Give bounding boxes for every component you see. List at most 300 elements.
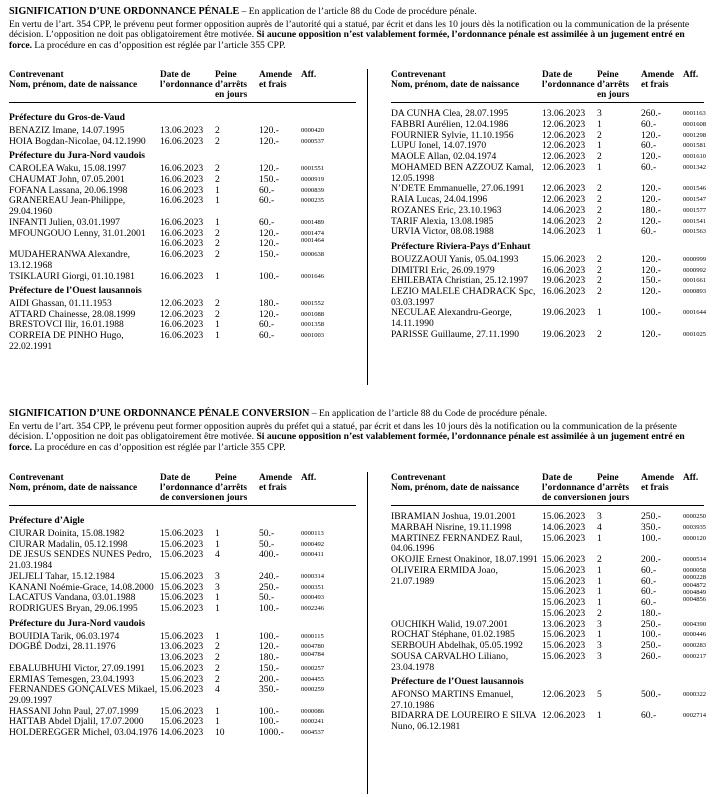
- ordonnance-date: 15.06.2023: [542, 253, 586, 265]
- peine-jours: 2: [215, 662, 220, 674]
- contrevenant-name: DA CUNHA Clea, 28.07.1995: [391, 108, 509, 120]
- contrevenant-name: DE JESUS SENDES NUNES Pedro, 21.03.1984: [9, 549, 152, 572]
- contrevenant-name: ROCHAT Stéphane, 01.02.1985: [391, 629, 515, 641]
- peine-jours: 2: [597, 275, 602, 287]
- aff-number: 0002246: [301, 605, 325, 613]
- table-row: [9, 728, 356, 739]
- section-title: SIGNIFICATION D’UNE ORDONNANCE PÉNALE CONVERSION: [9, 408, 310, 419]
- aff-number: 0000992: [683, 266, 707, 274]
- prefecture-title: Préfecture du Gros-de-Vaud: [9, 112, 126, 124]
- contrevenant-name: DOGBÉ Dodzi, 28.11.1976: [9, 641, 116, 653]
- contrevenant-name: EHILEBATA Christian, 25.12.1997: [391, 275, 528, 287]
- aff-number: 0001474 0001464: [301, 229, 325, 244]
- peine-jours: 1: [215, 630, 220, 642]
- peine-jours: 2: [597, 328, 602, 340]
- ordonnance-date: 15.06.2023: [160, 527, 204, 539]
- ordonnance-date: 12.06.2023: [542, 118, 586, 130]
- contrevenant-name: HASSANI John Paul, 27.07.1999: [9, 705, 139, 717]
- ordonnance-date: 13.06.2023: [542, 618, 586, 630]
- contrevenant-name: CIURAR Madalin, 05.12.1998: [9, 538, 128, 550]
- amende-frais: 60.-: [641, 710, 657, 722]
- amende-frais: 180.-: [641, 204, 661, 216]
- header-date: Date de l’ordonnance de conversion: [160, 473, 215, 503]
- peine-jours: 1: [215, 592, 220, 604]
- header-date: Date de l’ordonnance: [160, 70, 213, 90]
- peine-jours: 1: [215, 195, 220, 207]
- ordonnance-date: 15.06.2023: [542, 511, 586, 523]
- contrevenant-name: JELJELI Tahar, 15.12.1984: [9, 570, 115, 582]
- header-contrevenant: Contrevenant Nom, prénom, date de naissance: [9, 70, 138, 90]
- header-aff: Aff.: [683, 473, 699, 483]
- peine-jours: 5: [597, 689, 602, 700]
- table-row: [391, 307, 707, 330]
- amende-frais: 50.-: [259, 592, 275, 604]
- table-header: [391, 71, 704, 103]
- amende-frais: 250.-: [641, 640, 661, 652]
- contrevenant-name: LUPU Ionel, 14.07.1970: [391, 140, 487, 152]
- peine-jours: 2 2: [215, 227, 220, 250]
- peine-jours: 3: [215, 570, 220, 582]
- ordonnance-date: 15.06.2023: [160, 581, 204, 593]
- amende-frais: 60.-: [259, 319, 275, 331]
- ordonnance-date: 15.06.2023 15.06.2023 15.06.2023 15.06.2023 15.06.2023: [542, 564, 586, 619]
- peine-jours: 2: [215, 298, 220, 309]
- table-body: [9, 103, 356, 352]
- ordonnance-date: 13.06.2023: [160, 124, 204, 136]
- ordonnance-date: 12.06.2023: [542, 194, 586, 206]
- aff-number: 0000537: [301, 137, 325, 145]
- contrevenant-name: MARBAH Nisrine, 19.11.1998: [391, 521, 512, 533]
- amende-frais: 120.-: [641, 215, 661, 227]
- contrevenant-name: BOUZZAOUI Yanis, 05.04.1993: [391, 253, 519, 265]
- ordonnance-date: 14.06.2023: [542, 226, 586, 238]
- peine-jours: 1: [597, 226, 602, 238]
- ordonnance-date: 16.06.2023 16.06.2023: [160, 227, 204, 250]
- header-peine: Peine d’arrêts en jours: [597, 473, 630, 503]
- amende-frais: 350.-: [259, 684, 279, 696]
- section-title: SIGNIFICATION D’UNE ORDONNANCE PÉNALE: [9, 6, 240, 17]
- contrevenant-name: TSIKLAURI Giorgi, 01.10.1981: [9, 270, 135, 282]
- peine-jours: 1: [215, 603, 220, 615]
- amende-frais: 120.- 120.-: [259, 227, 279, 250]
- peine-jours: 3: [597, 650, 602, 662]
- amende-frais: 250.-: [641, 511, 661, 523]
- amende-frais: 120.- 180.-: [259, 641, 279, 664]
- section-intro: – En application de l’article 88 du Code de procédure pénale.: [239, 6, 477, 17]
- contrevenant-name: CORREIA DE PINHO Hugo, 22.02.1991: [9, 330, 124, 352]
- table-row: [9, 604, 356, 615]
- table-row: [391, 689, 707, 711]
- aff-number: 0000250: [683, 513, 707, 521]
- contrevenant-name: OUCHIKH Walid, 19.07.2001: [391, 618, 509, 630]
- right-column: [391, 473, 707, 733]
- peine-jours: 4: [215, 549, 220, 561]
- peine-jours: 2: [215, 124, 220, 136]
- peine-jours: 2: [597, 204, 602, 216]
- aff-number: 0000839: [301, 186, 325, 194]
- aff-number: 0001610: [683, 153, 707, 161]
- aff-number: 0001088: [301, 310, 325, 318]
- amende-frais: 400.-: [259, 549, 279, 561]
- contrevenant-name: CHAUMAT John, 07.05.2001: [9, 173, 125, 185]
- aff-number: 0001298: [683, 131, 707, 139]
- table-row: [9, 218, 356, 229]
- ordonnance-date: 16.06.2023: [160, 319, 204, 331]
- aff-number: 0002714: [683, 712, 707, 720]
- amende-frais: 120.-: [641, 328, 661, 340]
- peine-jours: 2: [215, 249, 220, 261]
- peine-jours: 2: [597, 554, 602, 566]
- peine-jours: 1: [597, 140, 602, 152]
- aff-number: 0000120: [683, 534, 707, 542]
- ordonnance-date: 15.06.2023: [542, 629, 586, 641]
- aff-number: 0004537: [301, 729, 325, 737]
- header-amende: Amende et frais: [641, 473, 675, 493]
- amende-frais: 60.-: [259, 216, 275, 228]
- aff-number: 0001551: [301, 165, 325, 173]
- aff-number: 0004455: [301, 675, 325, 683]
- aff-number: 0000514: [683, 556, 707, 564]
- aff-number: 0000058 0000228 0004872 0004849 0004856: [683, 566, 707, 604]
- table-row: [9, 250, 356, 271]
- prefecture-title: Préfecture de l’Ouest lausannois: [391, 676, 524, 688]
- aff-number: 0001541: [683, 217, 707, 225]
- amende-frais: 60.-: [641, 118, 657, 130]
- ordonnance-date: 12.06.2023: [542, 710, 586, 722]
- table-body: [9, 506, 356, 739]
- ordonnance-date: 16.06.2023: [160, 270, 204, 282]
- ordonnance-date: 15.06.2023: [542, 532, 586, 544]
- table-row: [391, 328, 707, 341]
- amende-frais: 120.-: [641, 264, 661, 276]
- ordonnance-date: 15.06.2023: [160, 538, 204, 550]
- amende-frais: 120.-: [641, 286, 661, 297]
- peine-jours: 1: [215, 538, 220, 550]
- contrevenant-name: FOFANA Lassana, 20.06.1998: [9, 184, 128, 196]
- aff-number: 0000257: [301, 664, 325, 672]
- aff-number: 0001163: [683, 110, 706, 118]
- header-peine: Peine d’arrêts en jours: [597, 70, 630, 100]
- left-column: [9, 474, 356, 739]
- contrevenant-name: NECULAE Alexandru-George, 14.11.1990: [391, 307, 512, 330]
- ordonnance-date: 12.06.2023: [542, 129, 586, 141]
- ordonnance-date: 14.06.2023: [160, 727, 204, 739]
- amende-frais: 180.-: [259, 298, 279, 309]
- amende-frais: 120.-: [641, 151, 661, 163]
- peine-jours: 1: [215, 705, 220, 717]
- ordonnance-date: 15.06.2023: [160, 684, 204, 696]
- peine-jours: 2: [597, 194, 602, 206]
- prefecture-title: Préfecture d’Aigle: [9, 515, 85, 527]
- aff-number: 0000235: [301, 197, 325, 205]
- header-peine: Peine d’arrêts en jours: [215, 473, 248, 503]
- aff-number: 0001003: [301, 332, 325, 340]
- contrevenant-name: CIURAR Doinita, 15.08.1982: [9, 527, 125, 539]
- ordonnance-date: 12.06.2023: [542, 689, 586, 700]
- contrevenant-name: FABBRI Aurélien, 12.04.1986: [391, 118, 509, 130]
- amende-frais: 50.-: [259, 538, 275, 550]
- contrevenant-name: MFOUNGOUO Lenny, 31.01.2001: [9, 227, 146, 239]
- aff-number: 0001646: [301, 272, 325, 280]
- amende-frais: 100.-: [259, 603, 279, 615]
- aff-number: 0000241: [301, 718, 325, 726]
- peine-jours: 1: [215, 330, 220, 342]
- peine-jours: 1: [597, 118, 602, 130]
- ordonnance-date: 16.06.2023: [160, 195, 204, 207]
- amende-frais: 60.-: [259, 330, 275, 342]
- ordonnance-date: 12.06.2023: [542, 140, 586, 152]
- amende-frais: 100.-: [641, 532, 661, 544]
- peine-jours: 1: [215, 319, 220, 331]
- header-amende: Amende et frais: [259, 473, 293, 493]
- ordonnance-date: 16.06.2023: [160, 173, 204, 185]
- left-column: [9, 71, 356, 353]
- amende-frais: 150.-: [641, 275, 661, 287]
- prefecture-title: Préfecture du Jura-Nord vaudois: [9, 150, 145, 162]
- ordonnance-date: 14.06.2023: [542, 215, 586, 227]
- peine-jours: 2: [597, 215, 602, 227]
- amende-frais: 200.-: [259, 673, 279, 685]
- amende-frais: 120.-: [641, 253, 661, 265]
- ordonnance-date: 15.06.2023: [160, 716, 204, 728]
- section-header: [9, 6, 704, 52]
- table-row: [391, 253, 707, 266]
- aff-number: 0001547: [683, 196, 707, 204]
- peine-jours: 2: [597, 151, 602, 163]
- aff-number: 0000420: [301, 126, 325, 134]
- contrevenant-name: ATTARD Chainesse, 28.08.1999: [9, 308, 136, 320]
- column-divider: [367, 472, 368, 794]
- header-aff: Aff.: [683, 70, 699, 80]
- ordonnance-date: 12.06.2023: [542, 151, 586, 163]
- contrevenant-name: HOLDEREGGER Michel, 03.04.1976: [9, 727, 158, 739]
- amende-frais: 120.-: [641, 183, 661, 195]
- aff-number: 0000411: [301, 551, 324, 559]
- table-row: [9, 331, 356, 352]
- table-row: [9, 642, 356, 663]
- ordonnance-date: 15.06.2023: [542, 640, 586, 652]
- contrevenant-name: PARISSE Guillaume, 27.11.1990: [391, 328, 520, 340]
- peine-jours: 1: [215, 184, 220, 196]
- ordonnance-date: 15.06.2023: [160, 630, 204, 642]
- contrevenant-name: INFANTI Julien, 03.01.1997: [9, 216, 120, 228]
- peine-jours: 2: [597, 183, 602, 195]
- aff-number: 0001577: [683, 206, 707, 214]
- amende-frais: 1000.-: [259, 727, 284, 739]
- table-row: [9, 550, 356, 571]
- ordonnance-date: 13.06.2023: [542, 108, 586, 120]
- amende-frais: 350.-: [641, 521, 661, 533]
- amende-frais: 100.-: [641, 629, 661, 641]
- contrevenant-name: AIDI Ghassan, 01.11.1953: [9, 298, 112, 309]
- peine-jours: 2: [215, 163, 220, 175]
- header-contrevenant: Contrevenant Nom, prénom, date de naissance: [391, 473, 520, 493]
- amende-frais: 250.-: [641, 618, 661, 630]
- column-divider: [367, 69, 368, 385]
- header-date: Date de l’ordonnance de conversion: [542, 473, 597, 503]
- contrevenant-name: MUDAHERANWA Alexandre, 13.12.1968: [9, 249, 130, 271]
- peine-jours: 3: [597, 108, 602, 120]
- section-text: En vertu de l’art. 354 CPP, le prévenu peut former opposition auprès de l’autorité qui a statué, par écrit et dans les 10 jours dès la notification ou la communication de la présente décision. L’opposition ne doit pas obligatoirement être motivée. Si aucune opposition n’est valablement formée, l’ordonnance pénale est assimilée à un jugement entré en force. La procédure en cas d’opposition est réglée par l’article 355 CPP.: [9, 18, 690, 52]
- contrevenant-name: SERBOUH Abdelhak, 05.05.1992: [391, 640, 523, 652]
- peine-jours: 1: [215, 216, 220, 228]
- peine-jours: 1: [597, 532, 602, 544]
- amende-frais: 240.-: [259, 570, 279, 582]
- aff-number: 0000638: [301, 251, 325, 259]
- amende-frais: 100.-: [259, 705, 279, 717]
- ordonnance-date: 14.06.2023: [542, 204, 586, 216]
- aff-number: 0001342: [683, 163, 707, 171]
- table-body: [391, 103, 707, 340]
- amende-frais: 150.-: [259, 249, 279, 261]
- table-header: [391, 474, 704, 506]
- ordonnance-date: 15.06.2023: [160, 662, 204, 674]
- table-body: [391, 506, 707, 733]
- header-peine: Peine d’arrêts en jours: [215, 70, 248, 100]
- peine-jours: 1: [597, 161, 602, 173]
- table-row: [391, 710, 707, 733]
- amende-frais: 500.-: [641, 689, 661, 700]
- contrevenant-name: MAOLE Allan, 02.04.1974: [391, 151, 497, 163]
- contrevenant-name: BENAZIZ Imane, 14.07.1995: [9, 124, 125, 136]
- table-row: [9, 137, 356, 148]
- contrevenant-name: OKOJIE Ernest Onakinor, 18.07.1991: [391, 554, 538, 566]
- table-row: [391, 650, 707, 673]
- amende-frais: 60.- 60.- 60.- 60.- 180.-: [641, 564, 661, 619]
- ordonnance-date: 15.06.2023: [160, 592, 204, 604]
- contrevenant-name: HOIA Bogdan-Nicolae, 04.12.1990: [9, 135, 146, 147]
- amende-frais: 150.-: [259, 173, 279, 185]
- peine-jours: 1: [597, 710, 602, 722]
- section-text: En vertu de l’art. 354 CPP, le prévenu peut former opposition auprès du préfet qui a statué, par écrit et dans les 10 jours dès la notification ou la communication de la présente décision. L’opposition ne doit pas obligatoirement être motivée. Si aucune opposition n’est valablement formée, l’ordonnance pénale est assimilée à un jugement entré en force. La procédure en cas d’opposition est réglée par l’article 355 CPP.: [9, 420, 685, 454]
- contrevenant-name: ERMIAS Temesgen, 23.04.1993: [9, 673, 135, 685]
- table-row: [9, 229, 356, 250]
- amende-frais: 60.-: [641, 226, 657, 238]
- peine-jours: 3: [597, 511, 602, 523]
- aff-number: 0001546: [683, 185, 707, 193]
- contrevenant-name: CAROLEA Waku, 15.08.1997: [9, 163, 127, 175]
- header-aff: Aff.: [301, 473, 317, 483]
- amende-frais: 120.-: [259, 124, 279, 136]
- amende-frais: 120.-: [641, 129, 661, 141]
- amende-frais: 60.-: [641, 161, 657, 173]
- contrevenant-name: AFONSO MARTINS Emanuel, 27.10.1986: [391, 689, 514, 711]
- amende-frais: 60.-: [641, 140, 657, 152]
- aff-number: 0001358: [301, 321, 325, 329]
- header-contrevenant: Contrevenant Nom, prénom, date de naissance: [9, 473, 138, 493]
- amende-frais: 150.-: [259, 662, 279, 674]
- peine-jours: 4: [597, 521, 602, 533]
- peine-jours: 1: [215, 527, 220, 539]
- contrevenant-name: KANANI Noémie-Grace, 14.08.2000: [9, 581, 154, 593]
- table-row: [391, 532, 707, 555]
- ordonnance-date: 15.06.2023: [542, 554, 586, 566]
- contrevenant-name: URVIA Victor, 08.08.1988: [391, 226, 494, 238]
- contrevenant-name: FOURNIER Sylvie, 11.10.1956: [391, 129, 514, 141]
- amende-frais: 50.-: [259, 527, 275, 539]
- amende-frais: 200.-: [641, 554, 661, 566]
- contrevenant-name: EBALUBHUHI Victor, 27.09.1991: [9, 662, 146, 674]
- aff-number: 0000446: [683, 631, 707, 639]
- amende-frais: 120.-: [259, 308, 279, 320]
- contrevenant-name: ROZANES Eric, 23.10.1963: [391, 204, 502, 216]
- peine-jours: 2: [215, 173, 220, 185]
- ordonnance-date: 12.06.2023: [542, 161, 586, 173]
- section-ordonnance-penale-conversion: [0, 408, 713, 739]
- peine-jours: 1: [597, 307, 602, 319]
- peine-jours: 1 1 1 1 2: [597, 564, 602, 619]
- contrevenant-name: SOUSA CARVALHO Liliano, 23.04.1978: [391, 650, 509, 673]
- ordonnance-date: 15.06.2023: [160, 549, 204, 561]
- table-header: [9, 474, 356, 506]
- contrevenant-name: BOUIDIA Tarik, 06.03.1974: [9, 630, 120, 642]
- table-row: [391, 564, 707, 620]
- table-row: [9, 664, 356, 675]
- ordonnance-date: 16.06.2023: [160, 249, 204, 261]
- table-row: [9, 272, 356, 283]
- table-row: [391, 226, 707, 238]
- ordonnance-date: 19.06.2023: [542, 328, 586, 340]
- ordonnance-date: 16.06.2023: [160, 216, 204, 228]
- table-row: [9, 196, 356, 217]
- peine-jours: 4: [215, 684, 220, 696]
- aff-number: 0000259: [301, 686, 325, 694]
- aff-number: 0001581: [683, 142, 707, 150]
- ordonnance-date: 15.06.2023: [160, 705, 204, 717]
- aff-number: 0000492: [301, 540, 325, 548]
- peine-jours: 2: [215, 135, 220, 147]
- header-amende: Amende et frais: [259, 70, 293, 90]
- ordonnance-date: 16.06.2023: [542, 286, 586, 297]
- ordonnance-date: 12.06.2023: [542, 183, 586, 195]
- ordonnance-date: 16.06.2023: [160, 330, 204, 342]
- amende-frais: 120.-: [641, 194, 661, 206]
- contrevenant-name: MARTINEZ FERNANDEZ Raul, 04.06.1996: [391, 532, 523, 555]
- aff-number: 0000115: [301, 632, 324, 640]
- prefecture-title: Préfecture du Jura-Nord vaudois: [9, 617, 145, 629]
- amende-frais: 120.-: [259, 163, 279, 175]
- header-contrevenant: Contrevenant Nom, prénom, date de naissance: [391, 70, 520, 90]
- prefecture-title: Préfecture de l’Ouest lausannois: [9, 285, 142, 297]
- contrevenant-name: LEZIO MALELE CHADRACK Spc, 03.03.1997: [391, 286, 536, 308]
- peine-jours: 2: [597, 286, 602, 297]
- aff-number: 0001025: [683, 330, 707, 338]
- ordonnance-date: 15.06.2023: [160, 673, 204, 685]
- peine-jours: 2: [597, 253, 602, 265]
- aff-number: 0001563: [683, 228, 707, 236]
- table-row: [9, 685, 356, 706]
- aff-number: 0000113: [301, 529, 324, 537]
- table-row: [391, 161, 707, 184]
- ordonnance-date: 16.06.2023: [160, 135, 204, 147]
- table-row: [391, 286, 707, 308]
- contrevenant-name: GRANEREAU Jean-Philippe, 29.04.1960: [9, 195, 126, 218]
- peine-jours: 3: [597, 640, 602, 652]
- table-row: [391, 204, 707, 217]
- amende-frais: 100.-: [259, 630, 279, 642]
- ordonnance-date: 12.06.2023: [160, 308, 204, 320]
- aff-number: 0000351: [301, 583, 325, 591]
- amende-frais: 60.-: [259, 184, 275, 196]
- contrevenant-name: N’DETE Emmanuelle, 27.06.1991: [391, 183, 525, 195]
- ordonnance-date: 16.06.2023: [542, 264, 586, 276]
- header-date: Date de l’ordonnance: [542, 70, 595, 90]
- peine-jours: 2: [215, 673, 220, 685]
- contrevenant-name: TARIF Alexia, 13.08.1985: [391, 215, 494, 227]
- section-ordonnance-penale: [0, 6, 713, 352]
- aff-number: 0000283: [683, 642, 707, 650]
- table-header: [9, 71, 356, 103]
